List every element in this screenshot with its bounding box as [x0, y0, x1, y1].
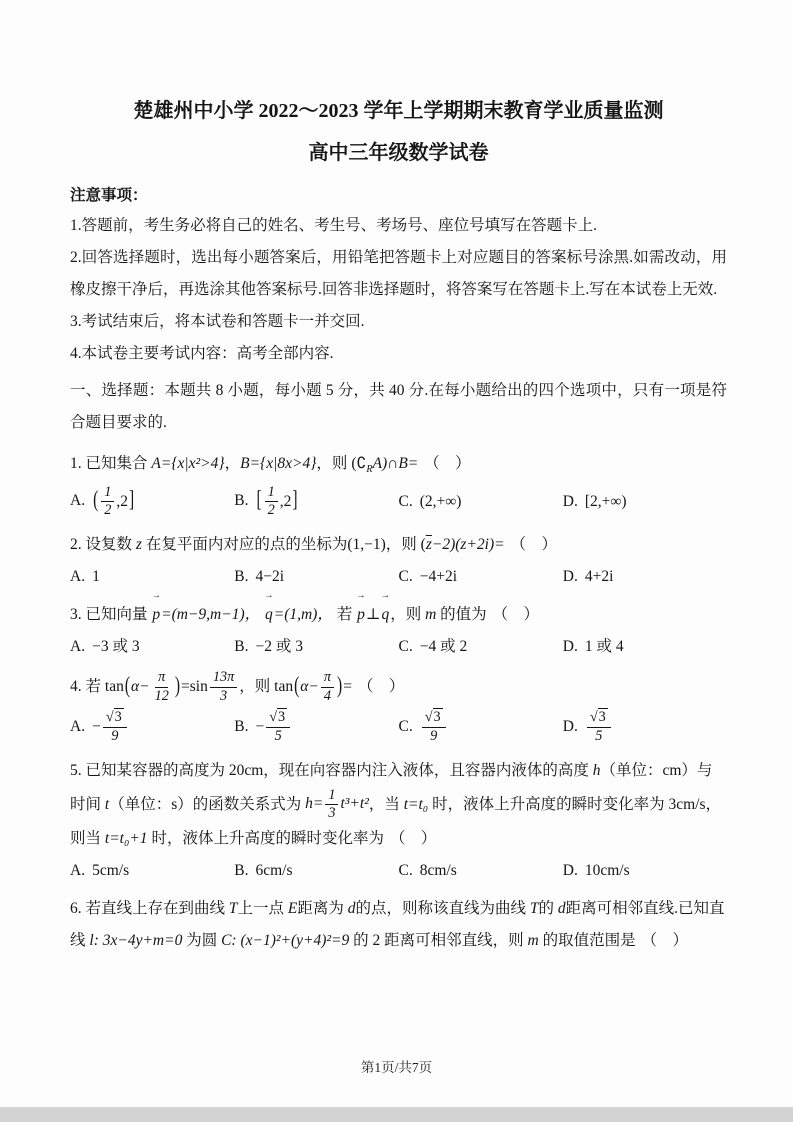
question-4-option-a	[70, 709, 234, 746]
open-delimiter: [	[256, 487, 262, 513]
fraction-pi-4	[321, 669, 334, 706]
answer-blank: （ ）	[389, 830, 437, 848]
q6-line-l: l:	[89, 932, 99, 950]
q5-part-5: 时，液体上升高度的瞬时变化率为 3cm/s，则当	[70, 795, 721, 848]
q2-expr-open: (	[420, 536, 426, 554]
q3-pre: 3. 已知向量	[70, 606, 148, 624]
question-1-option-d	[563, 489, 727, 515]
answer-blank: （ ）	[424, 454, 471, 472]
q2-then: ，则	[385, 536, 417, 554]
fraction-denominator: 5	[595, 727, 603, 744]
question-1-option-b	[234, 484, 398, 521]
section-one-heading: 一、选择题：本题共 8 小题，每小题 5 分，共 40 分.在每小题给出的四个选项中，只有一项是符合题目要求的.	[70, 382, 727, 432]
q1-comma: ，	[224, 454, 241, 472]
interval-rest: ,2	[279, 492, 292, 510]
q4-pre: 4. 若	[70, 678, 102, 696]
q6-part-3: 距离为	[297, 900, 344, 918]
q6-part-1: 6. 若直线上存在到曲线	[70, 900, 226, 918]
question-1	[70, 448, 727, 520]
equals-sin: =sin	[181, 678, 208, 696]
answer-blank: （ ）	[510, 536, 557, 554]
close-delimiter: ]	[292, 487, 298, 513]
option-a-value: 1	[92, 567, 100, 585]
tan-function: tan	[274, 678, 294, 696]
question-5-option-c	[399, 858, 563, 884]
fraction-denominator: 3	[220, 688, 228, 705]
question-1-stem	[70, 448, 727, 481]
fraction-denominator: 2	[267, 502, 275, 519]
q6-circle-equation: (x−1)²+(y+4)²=9	[240, 932, 350, 950]
question-3	[70, 590, 727, 660]
option-c-value: 8cm/s	[419, 861, 457, 879]
option-c-label: C.	[398, 567, 413, 585]
fraction-numerator	[422, 709, 446, 728]
q6-part-4: 的点，则称该直线为曲线	[355, 900, 527, 918]
option-c-value: (2,+∞)	[419, 492, 462, 510]
question-2-options	[70, 564, 727, 590]
option-a-label: A.	[70, 567, 86, 585]
notice-heading: 注意事项：	[70, 187, 148, 204]
notice-item-4: 4.本试卷主要考试内容：高考全部内容.	[70, 344, 334, 362]
fraction-numerator: 1	[101, 484, 114, 503]
fraction-denominator: 5	[274, 727, 282, 744]
question-3-option-d	[563, 634, 727, 660]
fraction-denominator: 12	[154, 688, 169, 705]
q1-complement-subscript: R	[366, 463, 373, 475]
fraction-denominator: 9	[111, 727, 119, 744]
q3-p-equation: =(m−9,m−1)，	[161, 606, 261, 624]
question-3-option-b	[234, 634, 398, 660]
minus-sign: −	[255, 717, 265, 735]
vector-arrow-icon: →	[380, 590, 390, 601]
question-5-options	[70, 858, 727, 884]
q6-m: m	[527, 932, 539, 950]
question-4-option-d	[563, 709, 727, 746]
equals-sign: =	[343, 678, 352, 696]
question-4	[70, 669, 727, 745]
option-b-value: 6cm/s	[255, 861, 293, 879]
q1-then: ，则	[316, 454, 348, 472]
option-c-label: C.	[398, 861, 413, 879]
open-delimiter: (	[93, 487, 99, 513]
vector-p	[356, 590, 366, 631]
q6-curve-T: T	[228, 900, 238, 918]
open-paren: (	[124, 673, 130, 699]
q5-t0-plus-1-equation: t=t₀+1	[104, 830, 148, 848]
q5-part-1: 5. 已知某容器的高度为 20cm，现在向容器内注入液体，且容器内液体的高度	[70, 761, 589, 779]
question-6-stem	[70, 893, 727, 957]
z-conjugate: $\overline{z}$	[425, 536, 432, 554]
fraction-numerator: 1	[265, 484, 278, 503]
interval-rest: ,2	[116, 492, 128, 510]
question-3-option-a	[70, 634, 234, 660]
page-title: 楚雄州中小学 2022～2023 学年上学期期末教育学业质量监测	[133, 100, 664, 122]
q3-if: 若	[336, 606, 353, 624]
minus-sign: −	[92, 717, 101, 735]
q1-set-b: B={x|8x>4}	[240, 454, 317, 472]
option-b-label: B.	[234, 717, 249, 735]
notice-item-1: 1.答题前，考生务必将自己的姓名、考生号、考场号、座位号填写在答题卡上.	[70, 217, 598, 235]
answer-blank: （ ）	[357, 678, 405, 696]
option-d-value: 4+2i	[584, 567, 614, 585]
option-d-label: D.	[562, 861, 578, 879]
close-paren: )	[174, 673, 181, 699]
question-1-option-a	[70, 484, 234, 521]
perpendicular-symbol: ⊥	[365, 606, 381, 624]
option-a-value: 5cm/s	[92, 861, 130, 879]
q6-line-equation: 3x−4y+m=0	[102, 932, 183, 950]
question-2-option-a	[70, 564, 234, 590]
question-5-option-a	[70, 858, 234, 884]
answer-blank: （ ）	[641, 932, 689, 950]
q5-polynomial: t³+t²	[340, 795, 369, 813]
vector-q	[264, 590, 274, 631]
q6-part-9: 的取值范围是	[542, 932, 636, 950]
page-subtitle: 高中三年级数学试卷	[308, 142, 489, 164]
question-2-option-b	[234, 564, 398, 590]
fraction-numerator: 13π	[210, 669, 237, 688]
question-3-stem	[70, 590, 727, 631]
question-2	[70, 529, 727, 590]
q2-expression	[421, 536, 505, 553]
q6-part-2: 上一点	[237, 900, 285, 918]
q5-part-3: （单位：s）的函数关系式为	[109, 795, 302, 813]
sqrt-icon: √	[424, 709, 433, 726]
radical-fraction	[266, 709, 290, 746]
close-delimiter: ]	[129, 487, 135, 513]
q4-alpha-minus: α−	[131, 678, 150, 696]
q3-q-equation: =(1,m)，	[273, 606, 333, 624]
answer-blank: （ ）	[492, 606, 540, 624]
q6-curve-T: T	[529, 900, 539, 918]
option-b-label: B.	[234, 638, 249, 656]
q1-pre: 1. 已知集合	[70, 454, 148, 472]
question-3-options	[70, 634, 727, 660]
q4-equation-2	[274, 669, 352, 705]
radical-fraction	[587, 709, 611, 746]
radicand: 3	[433, 709, 441, 726]
q4-then: ，则	[239, 678, 271, 696]
q5-part-6: 时，液体上升高度的瞬时变化率为	[151, 830, 384, 848]
fraction-1-3	[325, 787, 338, 824]
option-c-label: C.	[398, 492, 413, 510]
question-5	[70, 755, 727, 885]
question-4-options	[70, 709, 727, 746]
sqrt-icon: √	[589, 709, 598, 726]
option-b-label: B.	[234, 492, 249, 510]
q6-circle-C: C:	[221, 932, 237, 950]
tan-function: tan	[104, 678, 124, 696]
option-c-value: −4+2i	[419, 567, 458, 585]
fraction-denominator: 2	[104, 502, 112, 519]
question-1-options	[70, 484, 727, 521]
option-d-value: 1 或 4	[584, 638, 624, 656]
q2-mid: 在复平面内对应的点的坐标为	[145, 536, 348, 554]
option-b-label: B.	[234, 567, 249, 585]
vector-arrow-icon: →	[356, 590, 366, 601]
fraction-numerator: π	[321, 669, 334, 688]
vector-p	[151, 590, 161, 631]
question-2-option-c	[399, 564, 563, 590]
q6-distance-d: d	[557, 900, 566, 918]
option-c-value: −4 或 2	[419, 638, 468, 656]
option-a-label: A.	[70, 638, 86, 656]
vector-arrow-icon: →	[151, 590, 161, 601]
fraction-numerator	[266, 709, 290, 728]
question-5-stem	[70, 755, 727, 855]
q5-part-2: （单位：cm）与时间	[70, 761, 713, 813]
q5-part-4: ，当	[368, 795, 400, 813]
question-5-option-b	[234, 858, 398, 884]
q6-part-6: 距离可相邻直线.已知直线	[70, 900, 725, 950]
question-2-option-d	[563, 564, 727, 590]
option-d-label: D.	[562, 492, 578, 510]
option-d-value: [2,+∞)	[584, 492, 627, 510]
option-c-label: C.	[398, 638, 413, 656]
q6-part-8: 的 2 距离可相邻直线，则	[353, 932, 524, 950]
fraction-13pi-3	[210, 669, 237, 706]
option-a-label: A.	[70, 492, 86, 510]
option-b-label: B.	[234, 861, 249, 879]
option-a-value: −3 或 3	[92, 638, 140, 656]
notice-section	[70, 181, 727, 369]
q4-alpha-minus: α−	[300, 678, 319, 696]
option-b-value: 4−2i	[255, 567, 285, 585]
option-a-label: A.	[70, 717, 86, 735]
q6-part-5: 的	[538, 900, 555, 918]
q3-q: q	[381, 606, 390, 624]
question-4-stem	[70, 669, 727, 706]
q3-m: m	[425, 606, 437, 624]
q5-function-equation	[305, 786, 369, 822]
q1-expr-close: A)∩B=	[372, 454, 419, 472]
q2-coordinates: (1,−1)	[347, 536, 386, 554]
q3-q: q	[264, 606, 273, 624]
q5-h-equals: h=	[305, 795, 324, 813]
vector-q	[380, 590, 390, 631]
question-2-stem	[70, 529, 727, 561]
q5-t: t	[104, 795, 110, 813]
option-d-label: D.	[562, 717, 578, 735]
notice-item-2: 2.回答选择题时，选出每小题答案后，用铅笔把答题卡上对应题目的答案标号涂黑.如需改动，用橡皮擦干净后，再选涂其他答案标号.回答非选择题时，将答案写在答题卡上.写在本试卷上无效.	[70, 249, 727, 298]
q2-z: z	[135, 536, 142, 554]
fraction	[265, 484, 278, 521]
q1-set-a: A={x|x²>4}	[151, 454, 225, 472]
radicand: 3	[114, 709, 122, 726]
q6-point-E: E	[287, 900, 298, 918]
q1-expr-open: (∁	[351, 454, 367, 472]
fraction-denominator: 3	[328, 805, 336, 822]
q3-p: p	[357, 606, 365, 624]
notice-item-3: 3.考试结束后，将本试卷和答题卡一并交回.	[70, 312, 365, 330]
option-c-label: C.	[398, 717, 413, 735]
sqrt-icon: √	[105, 709, 114, 726]
page-number-footer: 第1页/共7页	[360, 1060, 433, 1075]
q2-pre: 2. 设复数	[70, 536, 133, 554]
fraction-numerator: 1	[325, 787, 338, 806]
q3-then: ，则	[390, 606, 422, 624]
option-d-value: 10cm/s	[584, 861, 630, 879]
radical-fraction	[103, 709, 127, 746]
scan-edge-shadow	[0, 1107, 793, 1122]
radical-fraction	[422, 709, 446, 746]
question-4-option-c	[399, 709, 563, 746]
sqrt-icon: √	[269, 709, 278, 726]
question-5-option-d	[563, 858, 727, 884]
option-d-label: D.	[562, 638, 578, 656]
option-a-label: A.	[70, 861, 86, 879]
fraction-numerator	[103, 709, 127, 728]
option-b-value: −2 或 3	[255, 638, 303, 656]
question-3-option-c	[399, 634, 563, 660]
question-6	[70, 893, 727, 957]
fraction-pi-12	[152, 669, 172, 706]
option-d-label: D.	[562, 567, 578, 585]
open-paren: (	[294, 673, 300, 699]
fraction-denominator: 4	[323, 688, 331, 705]
q5-t0-equation: t=t₀	[403, 795, 429, 813]
radicand: 3	[598, 709, 606, 726]
q5-h: h	[592, 761, 601, 779]
q3-p: p	[152, 606, 161, 624]
radicand: 3	[278, 709, 286, 726]
q3-post: 的值为	[440, 606, 487, 624]
q1-expression	[351, 454, 419, 475]
q6-part-7: 为圆	[186, 932, 218, 950]
close-paren: )	[337, 673, 343, 699]
question-1-option-c	[399, 489, 563, 515]
fraction-numerator	[587, 709, 611, 728]
vector-arrow-icon: →	[264, 590, 274, 601]
question-4-option-b	[234, 709, 398, 746]
fraction-numerator: π	[155, 669, 168, 688]
fraction-denominator: 9	[430, 727, 438, 744]
fraction	[101, 484, 114, 521]
q6-distance-d: d	[347, 900, 356, 918]
q2-expr-rest: −2)(z+2i)=	[431, 536, 505, 554]
